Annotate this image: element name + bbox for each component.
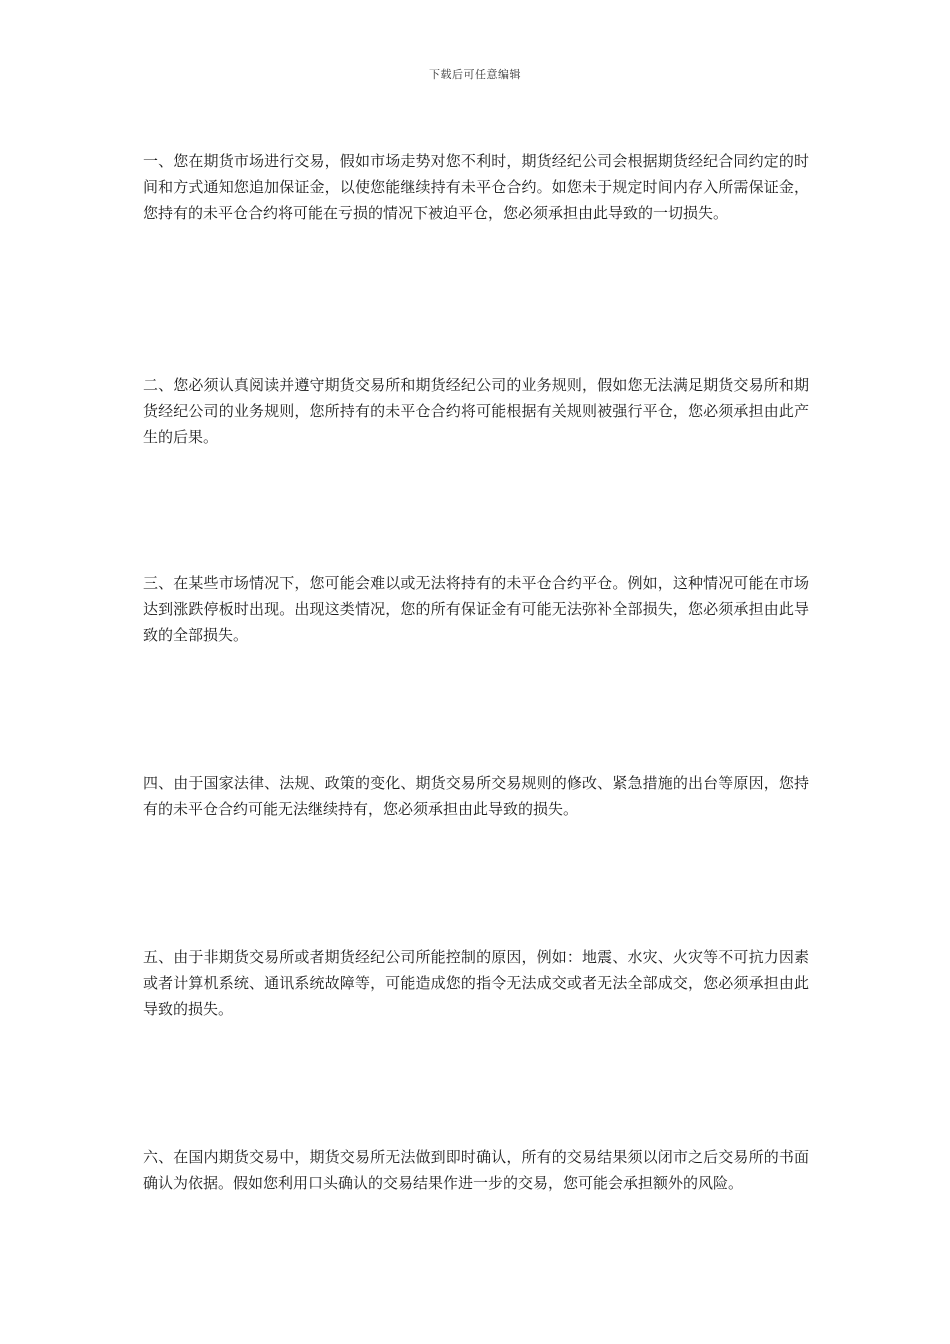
risk-paragraph-3: 三、在某些市场情况下，您可能会难以或无法将持有的未平仓合约平仓。例如，这种情况可能在市场达到涨跌停板时出现。出现这类情况，您的所有保证金有可能无法弥补全部损失，您必须承担由此导致的全部损失。 bbox=[143, 574, 809, 644]
risk-paragraph-1: 一、您在期货市场进行交易，假如市场走势对您不利时，期货经纪公司会根据期货经纪合同约定的时间和方式通知您追加保证金，以使您能继续持有未平仓合约。如您未于规定时间内存入所需保证金，您持有的未平仓合约将可能在亏损的情况下被迫平仓，您必须承担由此导致的一切损失。 bbox=[143, 152, 809, 222]
risk-paragraph-5: 五、由于非期货交易所或者期货经纪公司所能控制的原因，例如：地震、水灾、火灾等不可抗力因素或者计算机系统、通讯系统故障等，可能造成您的指令无法成交或者无法全部成交，您必须承担由此导致的损失。 bbox=[143, 948, 809, 1018]
risk-paragraph-2: 二、您必须认真阅读并遵守期货交易所和期货经纪公司的业务规则，假如您无法满足期货交易所和期货经纪公司的业务规则，您所持有的未平仓合约将可能根据有关规则被强行平仓，您必须承担由此产生的后果。 bbox=[143, 376, 809, 446]
risk-paragraph-4: 四、由于国家法律、法规、政策的变化、期货交易所交易规则的修改、紧急措施的出台等原因，您持有的未平仓合约可能无法继续持有，您必须承担由此导致的损失。 bbox=[143, 774, 809, 818]
page-header: 下载后可任意编辑 bbox=[429, 68, 521, 81]
risk-paragraph-6: 六、在国内期货交易中，期货交易所无法做到即时确认，所有的交易结果须以闭市之后交易所的书面确认为依据。假如您利用口头确认的交易结果作进一步的交易，您可能会承担额外的风险。 bbox=[143, 1148, 809, 1192]
